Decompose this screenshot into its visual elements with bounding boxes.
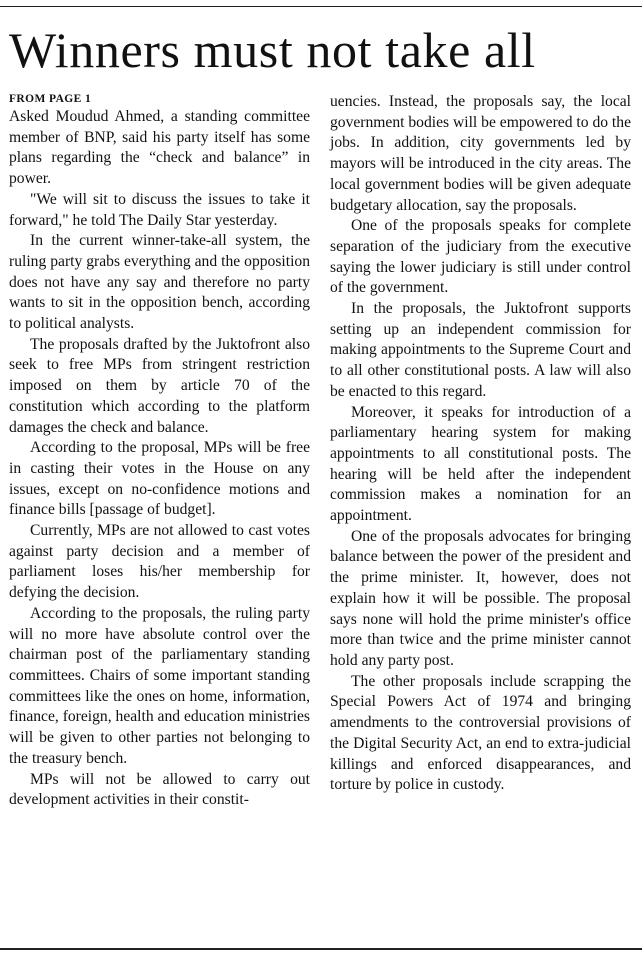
kicker: FROM PAGE 1 — [9, 93, 92, 105]
paragraph: One of the proposals advocates for bringing balance between the power of the president and the prime minister. It, however, does not explain how it will be possible. The proposal says none will hold the prime minister's office more than twice and the prime minister cannot hold any party post. — [330, 527, 631, 669]
top-rule — [0, 6, 642, 7]
left-column — [9, 88, 310, 811]
paragraph: In the current winner-take-all system, the ruling party grabs everything and the opposition does not have any say and therefore no party wants to sit in the opposition bench, according to political analysts. — [9, 232, 310, 333]
paragraph: Currently, MPs are not allowed to cast votes against party decision and a member of parliament loses his/her membership for defying the decision. — [9, 522, 310, 602]
headline: Winners must not take all — [9, 22, 536, 78]
paragraph: One of the proposals speaks for complete separation of the judiciary from the executive saying the lower judiciary is still under control of the government. — [330, 217, 631, 297]
paragraph: The other proposals include scrapping the Special Powers Act of 1974 and bringing amendments to the controversial provisions of the Digital Security Act, an end to extra-judicial killings and enforced disappearances, and torture by police in custody. — [330, 672, 631, 794]
paragraph: "We will sit to discuss the issues to take it forward," he told The Daily Star yesterday. — [9, 190, 310, 229]
right-column — [330, 88, 631, 796]
paragraph: In the proposals, the Juktofront supports setting up an independent commission for making appointments to the Supreme Court and to all other constitutional posts. A law will also be enacted to this regard. — [330, 300, 631, 400]
paragraph: The proposals drafted by the Juktofront also seek to free MPs from stringent restriction imposed on them by article 70 of the constitution which according to the platform damages the check and balance. — [9, 335, 310, 436]
paragraph: According to the proposals, the ruling party will no more have absolute control over the chairman post of the parliamentary standing committees. Chairs of some important standing committees like the ones on home, information, finance, foreign, health and education ministries will be given to other parties not belonging to the treasury bench. — [9, 604, 310, 767]
article-body — [9, 88, 632, 946]
paragraph: Asked Moudud Ahmed, a standing committee member of BNP, said his party itself has some plans regarding the “check and balance” in power. — [9, 108, 310, 188]
paragraph: MPs will not be allowed to carry out development activities in their constit- — [9, 770, 310, 809]
bottom-rule — [0, 948, 642, 950]
paragraph: Moreover, it speaks for introduction of a parliamentary hearing system for making appointments to all constitutional posts. The hearing will be held after the independent commission makes a nomination for an appointment. — [330, 403, 631, 525]
paragraph: uencies. Instead, the proposals say, the local government bodies will be empowered to do the jobs. In addition, city governments led by mayors will be introduced in the city areas. The local government bodies will be given adequate budgetary allocation, say the proposals. — [330, 93, 631, 214]
paragraph: According to the proposal, MPs will be free in casting their votes in the House on any issues, except on no-confidence motions and finance bills [passage of budget]. — [9, 439, 310, 519]
